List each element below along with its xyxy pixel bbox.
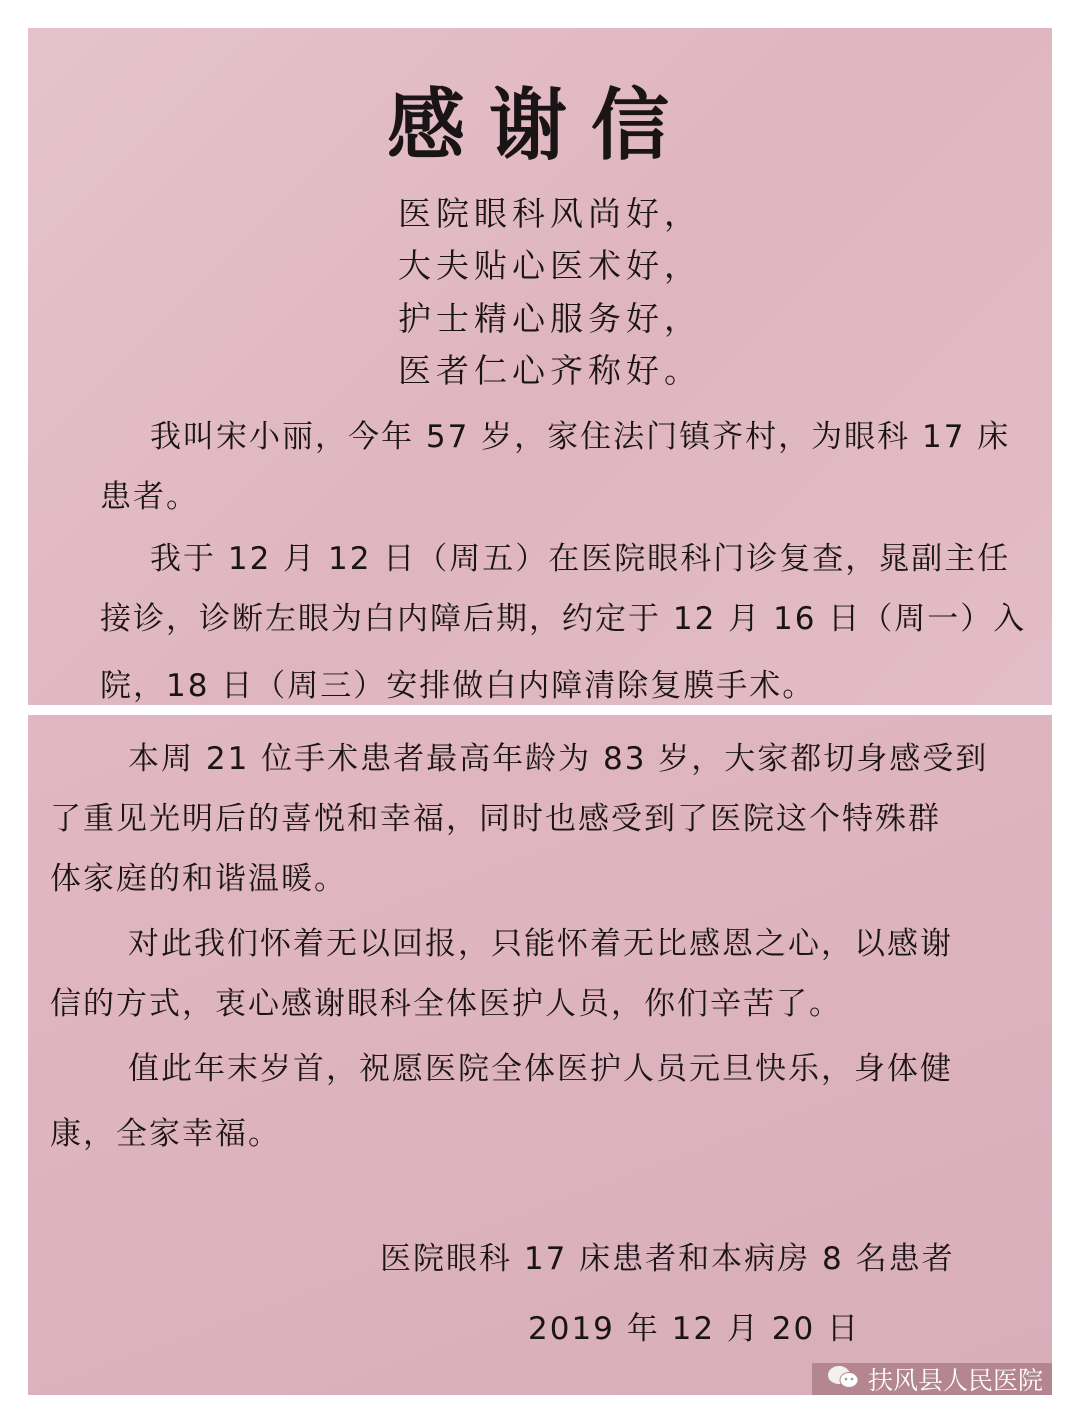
poem-line: 医者仁心齐称好。 — [398, 351, 702, 390]
paragraph-line: 体家庭的和谐温暖。 — [50, 861, 347, 897]
wechat-icon — [826, 1364, 860, 1394]
paragraph-line: 院，18 日（周三）安排做白内障清除复膜手术。 — [100, 668, 816, 704]
letter-title: 感谢信 — [386, 80, 693, 171]
paragraph-line: 患者。 — [100, 479, 199, 515]
wechat-watermark — [812, 1363, 1052, 1395]
letter-photo-top — [28, 28, 1052, 705]
poem-line: 护士精心服务好， — [398, 299, 702, 338]
paragraph-line: 值此年末岁首，祝愿医院全体医护人员元旦快乐，身体健 — [128, 1051, 953, 1087]
poem-line: 大夫贴心医术好， — [398, 246, 702, 285]
paragraph-line: 本周 21 位手术患者最高年龄为 83 岁，大家都切身感受到 — [128, 741, 989, 777]
letter-photo-bottom — [28, 715, 1052, 1395]
paragraph-line: 对此我们怀着无以回报，只能怀着无比感恩之心，以感谢 — [128, 926, 953, 962]
paragraph-line: 康，全家幸福。 — [50, 1116, 281, 1152]
date: 2019 年 12 月 20 日 — [528, 1311, 861, 1347]
paragraph-line: 信的方式，衷心感谢眼科全体医护人员，你们辛苦了。 — [50, 986, 842, 1022]
paragraph-line: 了重见光明后的喜悦和幸福，同时也感受到了医院这个特殊群 — [50, 801, 941, 837]
paragraph-line: 接诊，诊断左眼为白内障后期，约定于 12 月 16 日（周一）入 — [100, 601, 1027, 637]
signature: 医院眼科 17 床患者和本病房 8 名患者 — [380, 1241, 955, 1277]
watermark-text: 扶风县人民医院 — [868, 1366, 1044, 1395]
paragraph-line: 我叫宋小丽，今年 57 岁，家住法门镇齐村，为眼科 17 床 — [150, 419, 1011, 455]
poem-line: 医院眼科风尚好， — [398, 194, 702, 233]
paragraph-line: 我于 12 月 12 日（周五）在医院眼科门诊复查，晁副主任 — [150, 541, 1011, 577]
